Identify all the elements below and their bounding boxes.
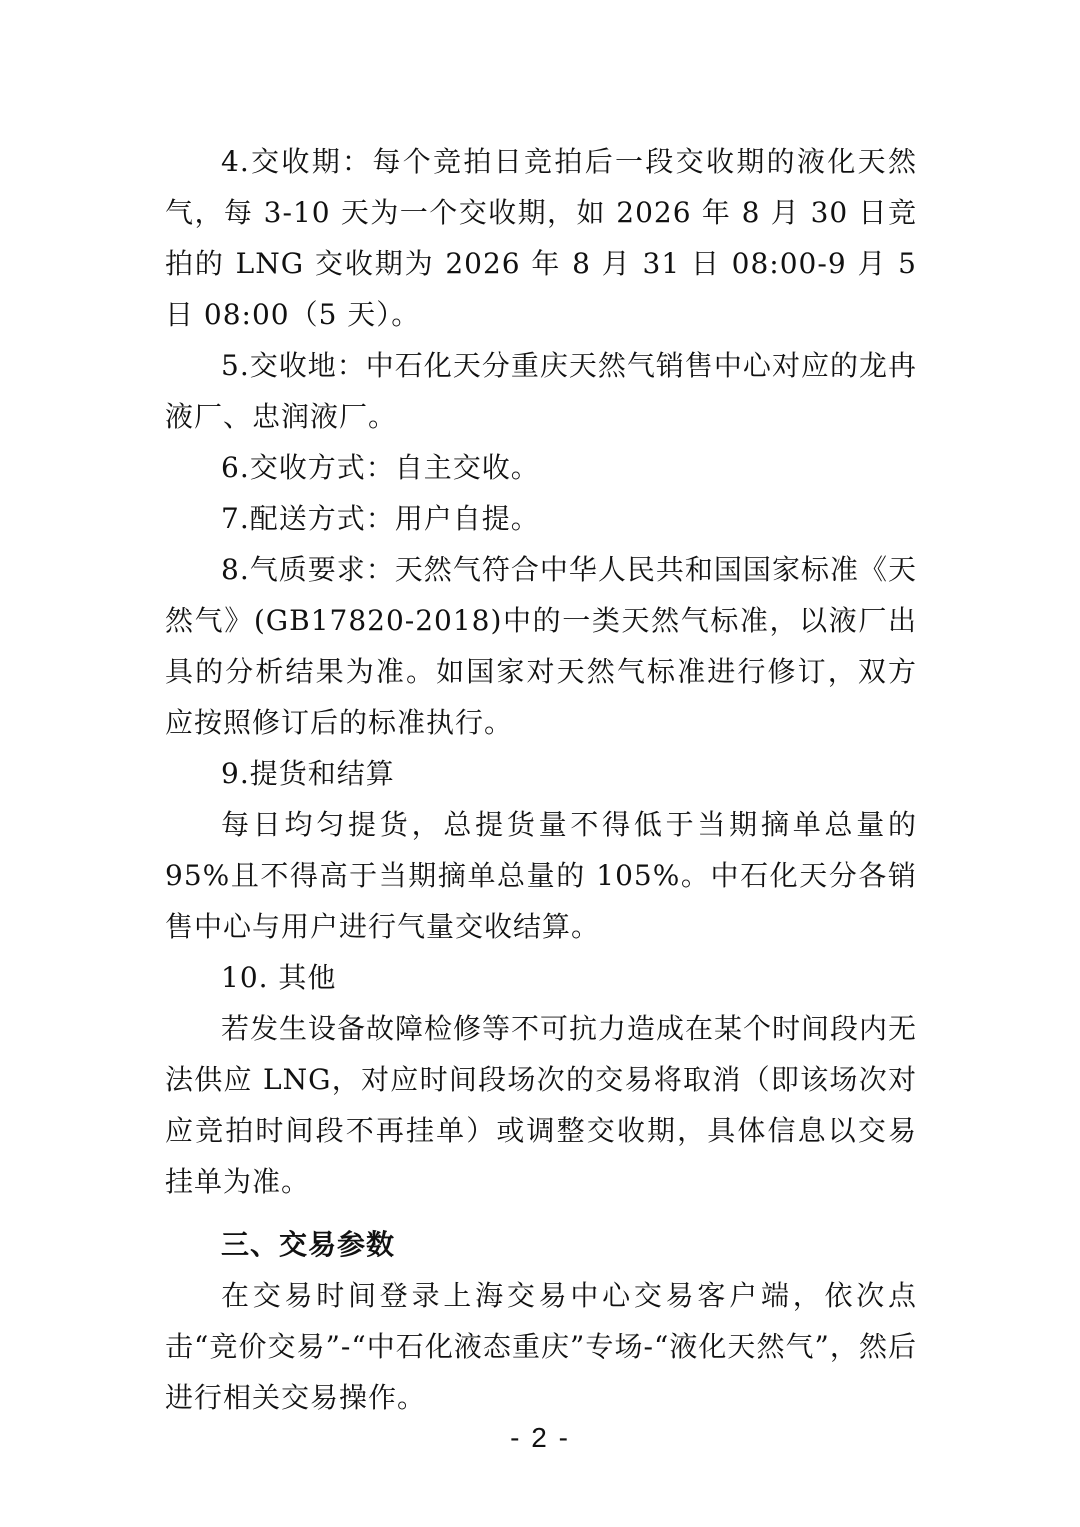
paragraph-other-body: 若发生设备故障检修等不可抗力造成在某个时间段内无法供应 LNG，对应时间段场次的交易将取消（即该场次对应竞拍时间段不再挂单）或调整交收期，具体信息以交易挂单为准。	[165, 1012, 918, 1198]
paragraph-delivery-location: 5.交收地：中石化天分重庆天然气销售中心对应的龙冉液厂、忠润液厂。	[165, 349, 917, 433]
document-body	[165, 136, 917, 1423]
paragraph-trading-parameters: 在交易时间登录上海交易中心交易客户端，依次点击“竞价交易”-“中石化液态重庆”专场-“液化天然气”，然后进行相关交易操作。	[165, 1279, 917, 1414]
paragraph-distribution-method: 7.配送方式：用户自提。	[221, 502, 540, 535]
paragraph-pickup-settlement-title: 9.提货和结算	[221, 757, 395, 790]
section-heading-trading-parameters: 三、交易参数	[221, 1228, 396, 1261]
page-number: - 2 -	[510, 1422, 570, 1453]
paragraph-gas-quality: 8.气质要求：天然气符合中华人民共和国国家标准《天然气》(GB17820-2018)中的一类天然气标准，以液厂出具的分析结果为准。如国家对天然气标准进行修订，双方应按照修订后的标准执行。	[165, 553, 917, 739]
paragraph-delivery-method: 6.交收方式：自主交收。	[221, 451, 540, 484]
paragraph-pickup-settlement-body: 每日均匀提货，总提货量不得低于当期摘单总量的 95%且不得高于当期摘单总量的 105%。中石化天分各销售中心与用户进行气量交收结算。	[165, 808, 917, 943]
paragraph-delivery-period: 4.交收期：每个竞拍日竞拍后一段交收期的液化天然气，每 3-10 天为一个交收期，如 2026 年 8 月 30 日竞拍的 LNG 交收期为 2026 年 8 月 31 日 08:00-9 月 5 日 08:00（5 天）。	[165, 145, 917, 331]
paragraph-other-title: 10. 其他	[221, 961, 337, 994]
